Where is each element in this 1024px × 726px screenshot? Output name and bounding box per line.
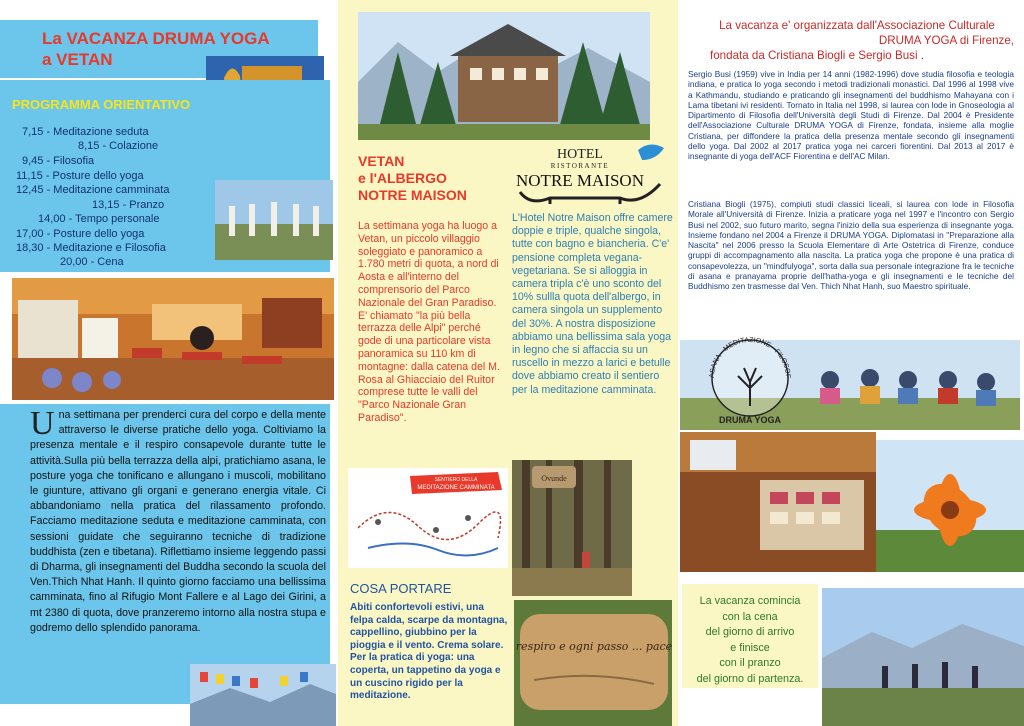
shrine-room-photo bbox=[680, 432, 876, 572]
vetan-title: VETAN e l'ALBERGO NOTRE MAISON bbox=[358, 153, 467, 203]
arrival-text: La vacanza comincia con la cena del giorno di arrivo e finisce con il pranzo del giorno di partenza. bbox=[696, 595, 804, 685]
logo-name: DRUMA YOGA bbox=[718, 415, 782, 425]
bio-sergio: Sergio Busi (1959) vive in India per 14 anni (1982-1996) dove studia filosofia e teologia indiana, e pratica lo yoga secondo i metodi tradizionali monastici. Dal 1996 al 1998 vive a Kathmandu, studiando e praticando gli insegnamenti del buddhismo Mahayana con i Lama tibetani ivi residenti. Tornato in Italia nel 1998, si laurea con lode in Gnoseologia al Dipartimento di Filosofia dell'Università degli Studi di Firenze. Dal 2004 è Presidente dell'Associazione Culturale DRUMA YOGA di Firenze, fondata, insieme alla moglie Cristiana, per diffondere la pratica della presenza mentale secondo gli insegnamenti dello yoga. Dal 2002 al 2017 pratica yoga nei carceri fiorentini. Dal 2013 al 2017 è insegnante di yoga dell'ACF Fiorentina e dell'AC Milan. bbox=[688, 69, 1014, 162]
drop-cap: U bbox=[30, 405, 55, 442]
vetan-paragraph: La settimana yoga ha luogo a Vetan, un piccolo villaggio soleggiato e panoramico a 1.780 metri di quota, a nord di Aosta e all'interno del comprensorio del Parco Nazionale del Gran Paradiso. E' chiamato "la più bella terrazza delle Alpi" perché gode di una particolare vista panoramica su 110 km di montagne: dalla catena del M. Rosa al Ghiacciaio del Ruitor comprese tutte le valli del "Parco Nazionale Gran Paradiso". bbox=[358, 220, 500, 424]
schedule-item: 11,15 - Posture dello yoga bbox=[16, 170, 144, 182]
forest-sign-text: Ovunde bbox=[541, 474, 567, 483]
brochure-title: La VACANZA DRUMA YOGA a VETAN bbox=[42, 29, 270, 69]
logo-arc-text: ASANA - MEDITAZIONE - FILOSOF bbox=[708, 336, 792, 379]
hotel-logo-word: HOTEL bbox=[557, 147, 603, 162]
wood-sign-text: respiro e ogni passo ... pace bbox=[515, 640, 672, 653]
schedule-item: 7,15 - Meditazione seduta bbox=[22, 126, 149, 138]
druma-yoga-logo bbox=[700, 328, 800, 428]
map-subheading: MEDITAZIONE CAMMINATA bbox=[417, 485, 495, 491]
flower-photo bbox=[876, 440, 1024, 572]
hotel-photo bbox=[358, 12, 650, 140]
schedule-item: 14,00 - Tempo personale bbox=[38, 213, 160, 225]
map-heading: SENTIERO DELLA bbox=[434, 477, 478, 483]
hotel-logo bbox=[510, 140, 670, 210]
hotel-logo-sub: RISTORANTE bbox=[550, 162, 610, 170]
schedule-item: 20,00 - Cena bbox=[60, 256, 124, 268]
organizer-heading: La vacanza e' organizzata dall'Associazione Culturale DRUMA YOGA di Firenze, fondata da Cristiana Biogli e Sergio Busi . bbox=[710, 19, 1014, 62]
schedule-item: 12,45 - Meditazione camminata bbox=[16, 184, 170, 196]
schedule-item: 8,15 - Colazione bbox=[78, 140, 159, 152]
mountain-hikers-photo bbox=[822, 588, 1024, 726]
wood-sign-photo bbox=[514, 600, 672, 726]
schedule-item: 13,15 - Pranzo bbox=[92, 199, 165, 211]
hotel-paragraph: L'Hotel Notre Maison offre camere doppie e triple, qualche singola, tutte con bagno e biancheria. C'e' pensione completa vegana-vegetariana. Se si alloggia in camera tripla c'è uno sconto del 10% sullla quota dell'albergo, in camera singola un supplemento del 30%. A nostra disposizione abbiamo una bellissima sala yoga in legno che si affaccia su un ruscello in mezzo a larici e betulle dove abbiamo creato il sentiero per la meditazione camminata. bbox=[512, 212, 673, 396]
bio-cristiana: Cristiana Biogli (1975), compiuti studi classici liceali, si laurea con lode in Filosofia Morale all'Università di Firenze. Inizia a praticare yoga nel 1997 e l'incontro con Sergio Busi nel 2002, suo futuro marito, segna l'inizio della sua esperienza di insegnante yoga. Insieme fondano nel 2004 a Firenze il DRUMA YOGA. Diplomatasi in "Preparazione alla Nascita" nel 2006 presso la Scuola Elementare di Arte Ostetrica di Firenze, conduce gruppi di accompagnamento alla nascita. La pratica yoga che propone è una pratica di consapevolezza, un "mindfulyoga", sorta dalla sua personale integrazione fra le tecniche di asana e pranayama proprie dell'hatha-yoga e gli insegnamenti e le tecniche del Buddhismo zen trasmesse dal Ven. Thich Nhat Hanh, suo Maestro spirituale. bbox=[688, 199, 1014, 292]
what-to-bring-text: Abiti confortevoli estivi, una felpa calda, scarpe da montagna, cappellino, giubbino per la pioggia e il vento. Crema solare. Per la pratica di yoga: una coperta, un tappetino da yoga e un cuscino rigido per la meditazione. bbox=[350, 602, 508, 702]
schedule-item: 18,30 - Meditazione e Filosofia bbox=[16, 242, 166, 254]
hotel-logo-name: NOTRE MAISON bbox=[516, 171, 644, 190]
schedule-item: 17,00 - Posture dello yoga bbox=[16, 228, 145, 240]
what-to-bring-title: COSA PORTARE bbox=[350, 581, 452, 596]
prayer-flags-photo bbox=[190, 664, 336, 726]
outdoor-yoga-photo bbox=[215, 180, 333, 260]
intro-paragraph: Una settimana per prenderci cura del corpo e della mente attraverso le diverse pratiche dello yoga. Coltiviamo la presenza mentale e il respiro consapevole durante tutte le attività.Sulla più bella terrazza della alpi, pratichiamo asana, le posture yoga che tonificano e allungano i muscoli, mobilitano le giunture, attivano gli organi e generano energia vitale. Ci abbandoniamo nella pratica del rilassamento profondo. Facciamo meditazione seduta e meditazione camminata, con sessioni guidate che seguiranno tecniche di tradizione buddhista (zen e tibetana). Riflettiamo insieme leggendo passi di Dharma, gli insegnamenti del Buddha secondo la scuola del Ven.Thich Nhat Hanh. Il quinto giorno facciamo una bellissima camminata, fino al Rifugio Mont Fallere e al Lago dei Girini, a mt 2380 di quota, dove pranzeremo intorno alla nostra stupa e godremo dello splendido panorama. bbox=[30, 405, 326, 634]
schedule-item: 9,45 - Filosofia bbox=[22, 155, 95, 167]
yoga-room-photo bbox=[12, 278, 334, 400]
forest-path-photo bbox=[512, 460, 632, 596]
meditation-path-map bbox=[348, 468, 508, 568]
program-title: PROGRAMMA ORIENTATIVO bbox=[12, 97, 191, 112]
bird-icon bbox=[638, 144, 664, 160]
